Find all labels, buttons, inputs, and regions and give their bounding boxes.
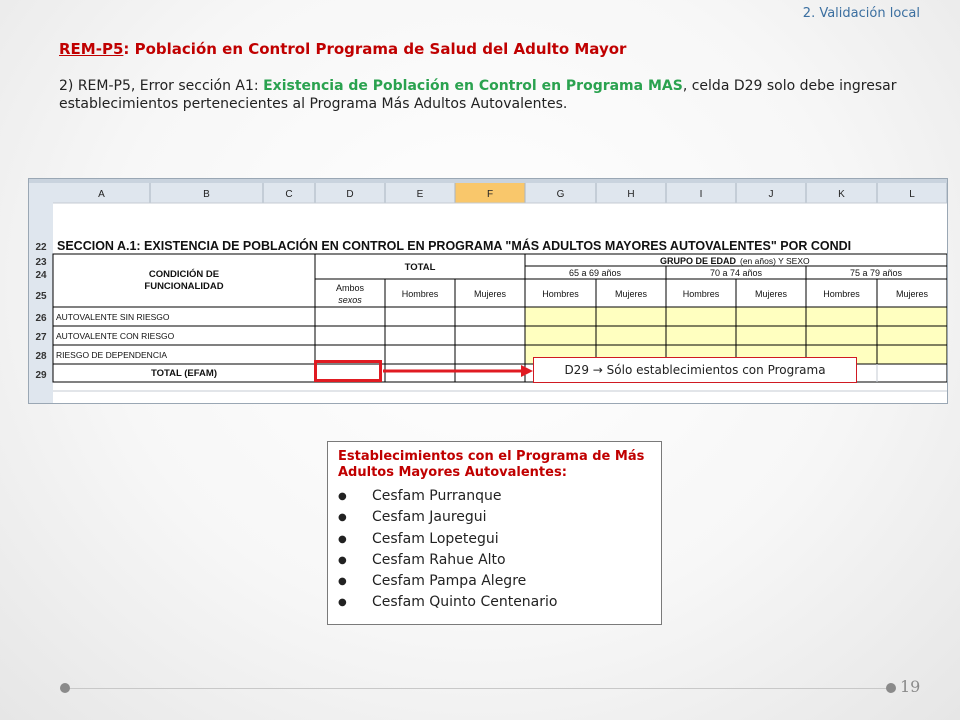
callout-text: Sólo establecimientos con Programa	[606, 363, 826, 377]
bullet-icon: ●	[338, 576, 347, 588]
column-header-label[interactable]: H	[627, 189, 635, 200]
sex-header-mujeres: Mujeres	[754, 289, 788, 299]
desc-highlight: Existencia de Población en Control en Programa MAS	[263, 78, 683, 94]
list-item	[338, 550, 651, 571]
bullet-icon: ●	[338, 533, 347, 545]
condition-header-1: CONDICIÓN DE	[148, 269, 220, 280]
row-header-label[interactable]: 26	[35, 313, 47, 324]
row-header-label[interactable]: 28	[35, 351, 47, 362]
column-header-label[interactable]: G	[556, 189, 565, 200]
column-header-label[interactable]: C	[285, 189, 293, 200]
sex-header-mujeres: Mujeres	[614, 289, 648, 299]
error-description	[59, 77, 899, 113]
bullet-icon: ●	[338, 512, 347, 524]
d29-callout	[533, 357, 857, 383]
group-header: GRUPO DE EDAD	[659, 256, 736, 266]
row-header-label[interactable]: 27	[35, 332, 47, 343]
column-header-label[interactable]: D	[346, 189, 354, 200]
red-arrow	[383, 364, 535, 378]
bullet-icon: ●	[338, 597, 347, 609]
footer-dot-right	[886, 683, 896, 693]
age-group-1: 65 a 69 años	[568, 268, 622, 278]
row-header-label[interactable]: 29	[35, 370, 47, 381]
ambos-1: Ambos	[335, 283, 365, 293]
list-item	[338, 507, 651, 528]
sex-header-mujeres: Mujeres	[895, 289, 929, 299]
list-item-label: Cesfam Purranque	[372, 488, 502, 504]
row-label-2: AUTOVALENTE CON RIESGO	[56, 331, 175, 341]
sex-header-hombres: Hombres	[682, 289, 720, 299]
list-item-label: Cesfam Pampa Alegre	[372, 573, 527, 590]
sex-header-hombres: Hombres	[542, 289, 579, 299]
row-label-3: RIESGO DE DEPENDENCIA	[56, 350, 167, 360]
column-header-label[interactable]: I	[699, 189, 703, 200]
row-header-label[interactable]: 22	[35, 242, 47, 253]
column-header-label[interactable]: L	[909, 189, 915, 200]
row-label-1: AUTOVALENTE SIN RIESGO	[56, 312, 170, 322]
total-header: TOTAL	[404, 262, 436, 273]
list-item-label: Cesfam Jauregui	[372, 509, 487, 526]
column-header-label[interactable]: B	[203, 189, 210, 200]
title-code: REM-P5	[59, 40, 124, 58]
list-item	[338, 486, 651, 507]
condition-header-2: FUNCIONALIDAD	[144, 281, 224, 292]
sex-header-hombres: Hombres	[823, 289, 860, 299]
section-tag: 2. Validación local	[802, 6, 920, 21]
footer-dot-left	[60, 683, 70, 693]
toolbar-strip	[29, 179, 947, 183]
list-item	[338, 571, 651, 592]
ambos-2: sexos	[338, 295, 362, 305]
page-number: 19	[900, 677, 921, 696]
total-row-label: TOTAL (EFAM)	[151, 368, 217, 379]
list-item	[338, 592, 651, 613]
row-header-label[interactable]: 23	[35, 257, 47, 268]
list-item-label: Cesfam Lopetegui	[372, 530, 499, 547]
age-group-2: 70 a 74 años	[709, 268, 763, 278]
sex-header-mujeres: Mujeres	[473, 289, 507, 299]
title-rest: : Población en Control Programa de Salud del Adulto Mayor	[123, 40, 627, 58]
section-heading: SECCION A.1: EXISTENCIA DE POBLACIÓN EN CONTROL EN PROGRAMA "MÁS ADULTOS MAYORES AUTOVALENTES" POR CONDI	[57, 239, 852, 253]
slide-title	[59, 40, 626, 58]
footer-line	[65, 688, 895, 689]
bullet-icon: ●	[338, 491, 347, 502]
list-item-label: Cesfam Quinto Centenario	[372, 594, 558, 611]
list-item	[338, 529, 651, 550]
establishments-box	[327, 441, 662, 625]
age-group-3: 75 a 79 años	[849, 268, 903, 278]
callout-cell-ref: D29	[564, 363, 589, 377]
column-header-label[interactable]: J	[768, 189, 774, 200]
column-header-label[interactable]: F	[486, 189, 494, 200]
desc-part2: , celda D29 solo debe ingresar establecimientos pertenecientes al Programa Más Adultos Autovalentes.	[59, 78, 897, 112]
group-header-suffix: (en años) Y SEXO	[740, 256, 810, 266]
bullet-icon: ●	[338, 554, 347, 566]
list-item-label: Cesfam Rahue Alto	[372, 551, 506, 568]
desc-part1: 2) REM-P5, Error sección A1:	[59, 78, 264, 94]
column-header-label[interactable]: A	[98, 189, 105, 200]
column-header-label[interactable]: K	[838, 189, 845, 200]
callout-arrow-glyph: →	[592, 363, 603, 377]
establishments-list	[338, 486, 651, 614]
establishments-title: Establecimientos con el Programa de Más Adultos Mayores Autovalentes:	[338, 449, 645, 480]
sex-header-hombres: Hombres	[401, 289, 439, 299]
cell-d29-highlight	[314, 360, 382, 382]
column-header-label[interactable]: E	[416, 189, 424, 200]
row-header-label[interactable]: 24	[35, 270, 47, 281]
row-header-label[interactable]: 25	[35, 291, 47, 302]
